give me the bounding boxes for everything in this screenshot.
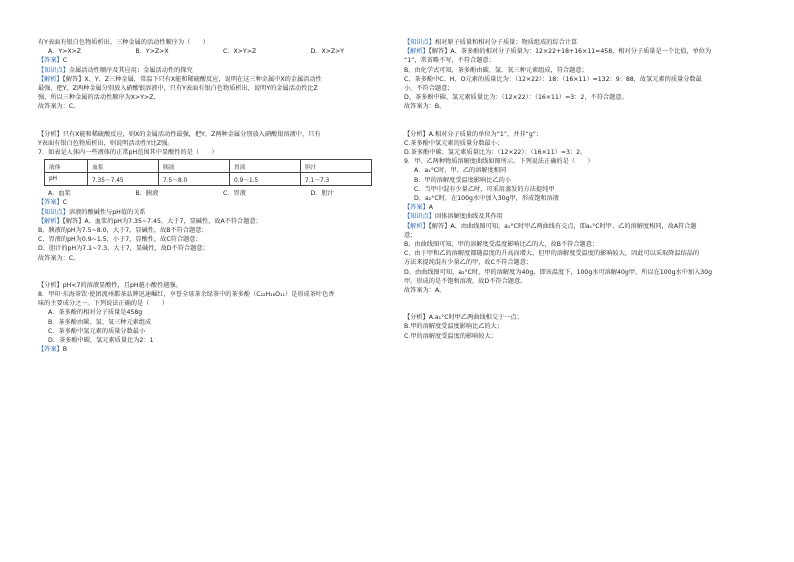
- q7-analysis-3: C、胃液的pH为0.9~1.5，小于7，显酸性，故C符合题意；: [38, 236, 202, 244]
- q9-knowledge: 【知识点】固体溶解度曲线及其作用: [404, 213, 503, 221]
- table-cell: 液体: [45, 160, 88, 173]
- q7-option-d: D．胆汁: [310, 190, 334, 198]
- q7-stem: 7．如表是人体内一些液体的正常pH范围其中显酸性的是（ ）: [38, 149, 218, 157]
- q9-analysis-1: 【解析】【解答】A、由曲线图可知，a₁°C时甲乙两曲线有交点，即a₁°C时甲、乙的溶解度相同，故A符合题: [404, 222, 697, 230]
- q8-summary-1: 【分析】A.相对分子质量的单位为“1”，并非“g”；: [404, 130, 543, 138]
- q9-summary-1: 【分析】A.a₁°C时甲乙两曲线相交于一点；: [404, 314, 523, 322]
- table-cell: pH: [45, 173, 88, 186]
- q8-option-d: D．茶多酚中碳、氢元素质量比为2：1: [48, 337, 154, 345]
- q6-analysis-4: 故答案为：C。: [38, 103, 80, 111]
- table-cell: 7.5～8.0: [159, 173, 230, 186]
- q9-option-b: B．甲的溶解度受温度影响比乙的小: [414, 176, 512, 184]
- q8-summary-3: D.茶多酚中碳、氢元素质量比为：（12×22）：（16×11）=3：2。: [404, 149, 587, 157]
- q9-summary-2: B.甲的溶解度受温度影响比乙的大；: [404, 323, 504, 331]
- q9-answer: 【答案】A: [404, 204, 433, 212]
- q7-answer: 【答案】C: [38, 199, 68, 207]
- q6-knowledge: 【知识点】金属活动性顺序及其应用；金属活动性的探究: [38, 66, 193, 74]
- table-cell: 血浆: [88, 160, 159, 173]
- q9-analysis-3: B、由曲线图可知，甲的溶解度受温度影响比乙的大，故B不符合题意；: [404, 241, 599, 249]
- q8-option-b: B．茶多酚由碳、氢、氧三种元素组成: [48, 318, 152, 326]
- q6-option-b: B．Y>Z>X: [135, 48, 169, 56]
- q6-analysis-3: 强，所以三种金属的活动性顺序为X>Y>Z，: [38, 94, 160, 102]
- q6-summary-1: 【分析】只有X能和稀硫酸反应，则X的金属活动性最强，把Y、Z两种金属分别放入硝酸银溶液中，只有: [38, 130, 321, 138]
- ph-table: [44, 159, 372, 186]
- q6-analysis-2: 最强，把Y、Z两种金属分别放入硝酸银溶液中，只有Y表面有银白色物质析出，说明Y的金属活动性比Z: [38, 85, 318, 93]
- q9-analysis-7: 甲，形成的是不饱和溶液，故D不符合题意。: [404, 277, 527, 285]
- q6-answer: 【答案】C: [38, 57, 68, 65]
- table-cell: 胃液: [230, 160, 301, 173]
- q9-analysis-5: 方法来提纯混有少量乙的甲，故C不符合题意；: [404, 259, 533, 267]
- q9-option-d: D．a₂°C时，在100g水中加入30g甲，形成饱和溶液: [414, 195, 559, 203]
- q8-analysis-1: 【解析】【解答】A、茶多酚的相对分子质量为：12×22+18+16×11=458，相对分子质量是一个比值，单位为: [404, 48, 712, 56]
- q8-analysis-3: B、由化学式可知，茶多酚由碳、氢、氧三种元素组成，符合题意；: [404, 66, 588, 74]
- q6-option-c: C．X>Y>Z: [223, 48, 257, 56]
- table-cell: 0.9～1.5: [230, 173, 301, 186]
- q7-option-c: C．胃液: [223, 190, 246, 198]
- q8-answer: 【答案】B: [38, 346, 67, 354]
- q9-option-c: C．当甲中混有少量乙时，可采用蒸发的方法提纯甲: [414, 185, 555, 193]
- q9-stem: 9．甲、乙两种物质溶解度曲线如图所示。下列说法正确的是（ ）: [404, 158, 594, 166]
- q8-analysis-2: “1”，常省略不写，不符合题意；: [404, 57, 495, 65]
- left-column: [38, 38, 398, 354]
- q8-analysis-6: D、茶多酚中碳、氢元素质量比为：（12×22）：（16×11）=3：2，不符合题意。: [404, 94, 628, 102]
- q8-stem-1: 8．甲印·东海茶饮·使团流州都茶品牌迅速崛红，享誉全球茶余绿茶中的茶多酚（C₂₂H₁₈O₁₁）是形成茶叶色香: [38, 291, 335, 299]
- q6-analysis-1: 【解析】【解答】X、Y、Z三种金属，常温下只有X能和稀硫酸反应，说明在这三种金属中X的金属活动性: [38, 75, 322, 83]
- q6-option-a: A．Y>X>Z: [48, 48, 82, 56]
- q7-analysis-1: 【解析】【解答】A、血浆的pH为7.35~7.45，大于7，显碱性，故A不符合题意；: [38, 217, 262, 225]
- q6-options: [38, 47, 398, 56]
- right-column: [404, 38, 760, 341]
- q7-analysis-2: B、胰液的pH为7.5~8.0，大于7，显碱性，故B不符合题意；: [38, 227, 208, 235]
- table-row: [45, 160, 372, 173]
- q9-analysis-6: D、由曲线图可知，a₂°C时，甲的溶解度为40g，即该温度下，100g水可溶解40g甲，所以在100g水中加入30g: [404, 268, 713, 276]
- table-cell: 胆汁: [301, 160, 372, 173]
- q8-knowledge: 【知识点】相对原子质量和相对分子质量；物质组成的综合计算: [404, 39, 578, 46]
- q8-option-c: C．茶多酚中氢元素的质量分数最小: [48, 327, 146, 335]
- q9-analysis-2: 意；: [404, 231, 417, 239]
- q9-option-a: A．a₁°C时，甲、乙的溶解度相同: [414, 167, 507, 175]
- q7-analysis-4: D、胆汁的pH为7.1~7.3，大于7，显碱性，故D不符合题意；: [38, 245, 209, 253]
- q7-option-a: A．血浆: [48, 190, 71, 198]
- q7-option-b: B．胰液: [135, 190, 159, 198]
- table-row: [45, 173, 372, 186]
- table-cell: 7.35～7.45: [88, 173, 159, 186]
- q7-knowledge: 【知识点】溶液的酸碱性与pH值的关系: [38, 208, 146, 216]
- q9-summary-3: C.甲的溶解度受温度的影响较大；: [404, 332, 497, 340]
- q8-summary-2: C.茶多酚中氢元素的质量分数最小；: [404, 139, 504, 147]
- q8-analysis-5: 小，不符合题意；: [404, 85, 454, 93]
- q8-option-a: A．茶多酚的相对分子质量是458g: [48, 309, 143, 317]
- q9-analysis-8: 故答案为：A。: [404, 287, 446, 295]
- q8-stem-2: 味的主要成分之一。下列说法正确的是（ ）: [38, 300, 168, 308]
- q6-summary-2: Y表面有银白色物质析出，则说明活动性Y比Z强。: [38, 139, 174, 147]
- q7-options: [38, 189, 398, 198]
- q6-stem-tail: 有Y表面有银白色物质析出。三种金属的活动性顺序为（ ）: [38, 39, 209, 46]
- q9-analysis-4: C、由于甲和乙的溶解度都随温度的升高而增大，但甲的溶解度受温度的影响较大，因此可以采取降温结晶的: [404, 250, 700, 258]
- q8-analysis-4: C、茶多酚中C、H、O元素的质量比为：（12×22）：18：（16×11）=132：9：88，故氢元素的质量分数最: [404, 75, 702, 83]
- q7-summary: 【分析】pH<7的溶液显酸性，且pH越小酸性越强。: [38, 281, 182, 289]
- q8-analysis-7: 故答案为：B。: [404, 103, 446, 111]
- q6-option-d: D．X>Z>Y: [310, 48, 345, 56]
- table-cell: 胰液: [159, 160, 230, 173]
- q7-analysis-5: 故答案为：C。: [38, 254, 80, 262]
- table-cell: 7.1～7.3: [301, 173, 372, 186]
